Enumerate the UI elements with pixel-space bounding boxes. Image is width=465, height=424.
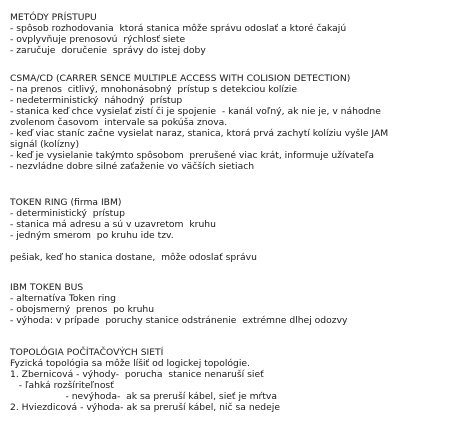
section-topology — [0, 347, 465, 413]
list-item: 2. Hviezdicová - výhoda- ak sa preruší kábel, nič sa nedeje — [10, 402, 280, 413]
list-item: - na prenos citlivý, mnohonásobný prístup s detekciou kolízie — [10, 84, 298, 95]
list-item: - deterministický prístup — [10, 208, 125, 219]
section-heading: CSMA/CD (CARRER SENCE MULTIPLE ACCESS WITH COLISION DETECTION) — [10, 73, 351, 84]
section-heading: TOKEN RING (firma IBM) — [10, 197, 122, 208]
list-item: 1. Zbernicová - výhody- porucha stanice nenaruší sieť — [10, 369, 264, 380]
list-item: - keď je vysielanie takýmto spôsobom prerušené viac krát, informuje užívateľa — [10, 150, 374, 161]
section-access-methods — [0, 12, 465, 56]
list-item: signál (kolízny) — [10, 139, 80, 150]
list-item: - keď viac staníc začne vysielat naraz, stanica, ktorá prvá zachytí kolíziu vyšle JAM — [10, 128, 389, 139]
list-item: - ľahká rozšíriteľnosť — [10, 380, 114, 391]
list-item: - zaručuje doručenie správy do istej doby — [10, 45, 206, 56]
section-heading: TOPOLÓGIA POČÍTAČOVÝCH SIETÍ — [10, 347, 164, 358]
list-item: - spôsob rozhodovania ktorá stanica môže správu odoslať a ktoré čakajú — [10, 23, 347, 34]
section-ibm-token-bus — [0, 282, 465, 326]
list-item: - stanica má adresu a sú v uzavretom kruhu — [10, 219, 216, 230]
section-csma-cd — [0, 73, 465, 172]
blank-line — [0, 241, 465, 252]
list-item: - nevýhoda- ak sa preruší kábel, sieť je mŕtva — [10, 391, 277, 402]
section-heading: IBM TOKEN BUS — [10, 282, 84, 293]
list-item: - výhoda: v prípade poruchy stanice odstránenie extrémne dlhej odozvy — [10, 315, 348, 326]
list-item: - ovplyvňuje prenosovú rýchlosť siete — [10, 34, 186, 45]
list-item: zvolenom časovom intervale sa pokúša znova. — [10, 117, 228, 128]
paragraph-line: Fyzická topológia sa môže líšiť od logickej topológie. — [10, 358, 250, 369]
list-item: - alternatíva Token ring — [10, 293, 116, 304]
list-item: - nezvládne dobre silné zaťaženie vo väčších sietiach — [10, 161, 255, 172]
list-item: - stanica keď chce vysielať zistí či je spojenie - kanál voľný, ak nie je, v náhodne — [10, 106, 381, 117]
paragraph-line: pešiak, keď ho stanica dostane, môže odoslať správu — [10, 252, 257, 263]
list-item: - jedným smerom po kruhu ide tzv. — [10, 230, 174, 241]
list-item: - obojsmerný prenos po kruhu — [10, 304, 155, 315]
section-heading: METÓDY PRÍSTUPU — [10, 12, 97, 23]
section-token-ring — [0, 197, 465, 263]
list-item: - nedeterministický náhodný prístup — [10, 95, 183, 106]
